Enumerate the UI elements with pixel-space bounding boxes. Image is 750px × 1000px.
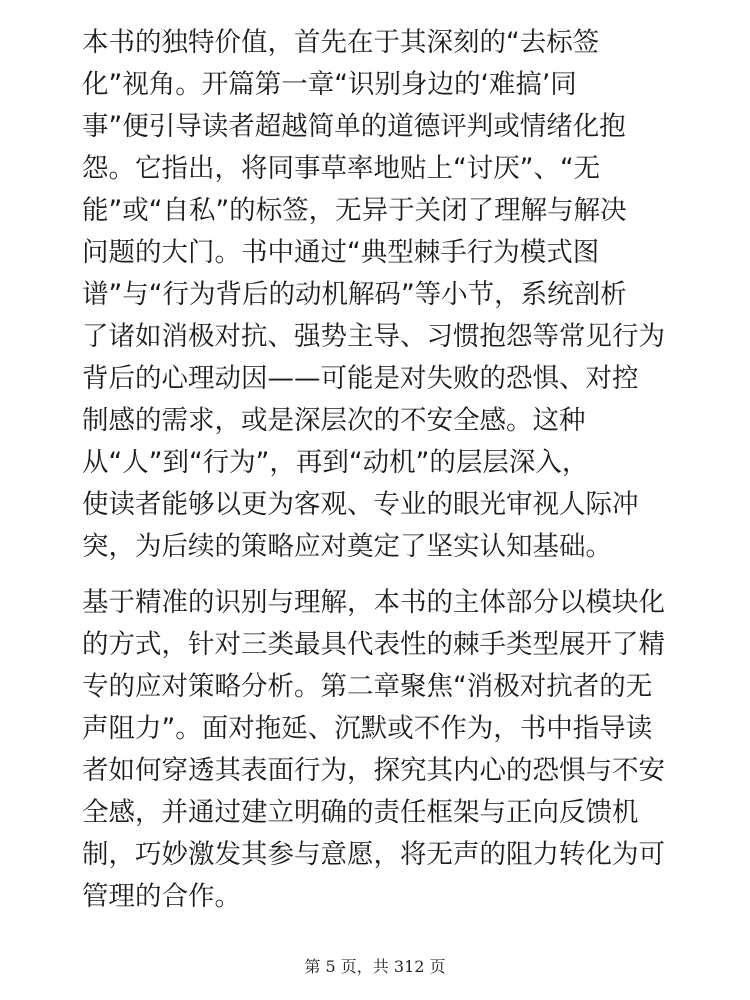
text-line: 使读者能够以更为客观、专业的眼光审视人际冲 xyxy=(82,489,639,520)
text-line: 全感，并通过建立明确的责任框架与正向反馈机 xyxy=(82,797,639,828)
text-line: 专的应对策略分析。第二章聚焦“消极对抗者的无 xyxy=(82,671,653,702)
text-line: 问题的大门。书中通过“典型棘手行为模式图 xyxy=(82,237,600,268)
text-line: 谱”与“行为背后的动机解码”等小节，系统剖析 xyxy=(82,279,627,310)
text-line: 突，为后续的策略应对奠定了坚实认知基础。 xyxy=(82,531,612,562)
paragraph-1 xyxy=(82,22,702,568)
paragraph-2 xyxy=(82,582,702,918)
page-number-footer: 第 5 页，共 312 页 xyxy=(304,957,446,976)
text-line: 背后的心理动因——可能是对失败的恐惧、对控 xyxy=(82,363,639,394)
text-line: 管理的合作。 xyxy=(82,881,241,912)
text-line: 基于精准的识别与理解，本书的主体部分以模块化 xyxy=(82,587,665,618)
document-body xyxy=(82,22,702,918)
text-line: 从“人”到“行为”，再到“动机”的层层深入， xyxy=(82,447,589,478)
text-line: 制，巧妙激发其参与意愿，将无声的阻力转化为可 xyxy=(82,839,665,870)
text-line: 能”或“自私”的标签，无异于关闭了理解与解决 xyxy=(82,195,627,226)
text-line: 本书的独特价值，首先在于其深刻的“去标签 xyxy=(82,27,600,58)
text-line: 事”便引导读者超越简单的道德评判或情绪化抱 xyxy=(82,111,626,142)
text-line: 者如何穿透其表面行为，探究其内心的恐惧与不安 xyxy=(82,755,665,786)
text-line: 声阻力”。面对拖延、沉默或不作为，书中指导读 xyxy=(82,713,653,744)
text-line: 制感的需求，或是深层次的不安全感。这种 xyxy=(82,405,586,436)
text-line: 了诸如消极对抗、强势主导、习惯抱怨等常见行为 xyxy=(82,321,665,352)
text-line: 化”视角。开篇第一章“识别身边的‘难搞’同 xyxy=(82,69,577,100)
text-line: 的方式，针对三类最具代表性的棘手类型展开了精 xyxy=(82,629,665,660)
text-line: 怨。它指出，将同事草率地贴上“讨厌”、“无 xyxy=(82,153,601,184)
